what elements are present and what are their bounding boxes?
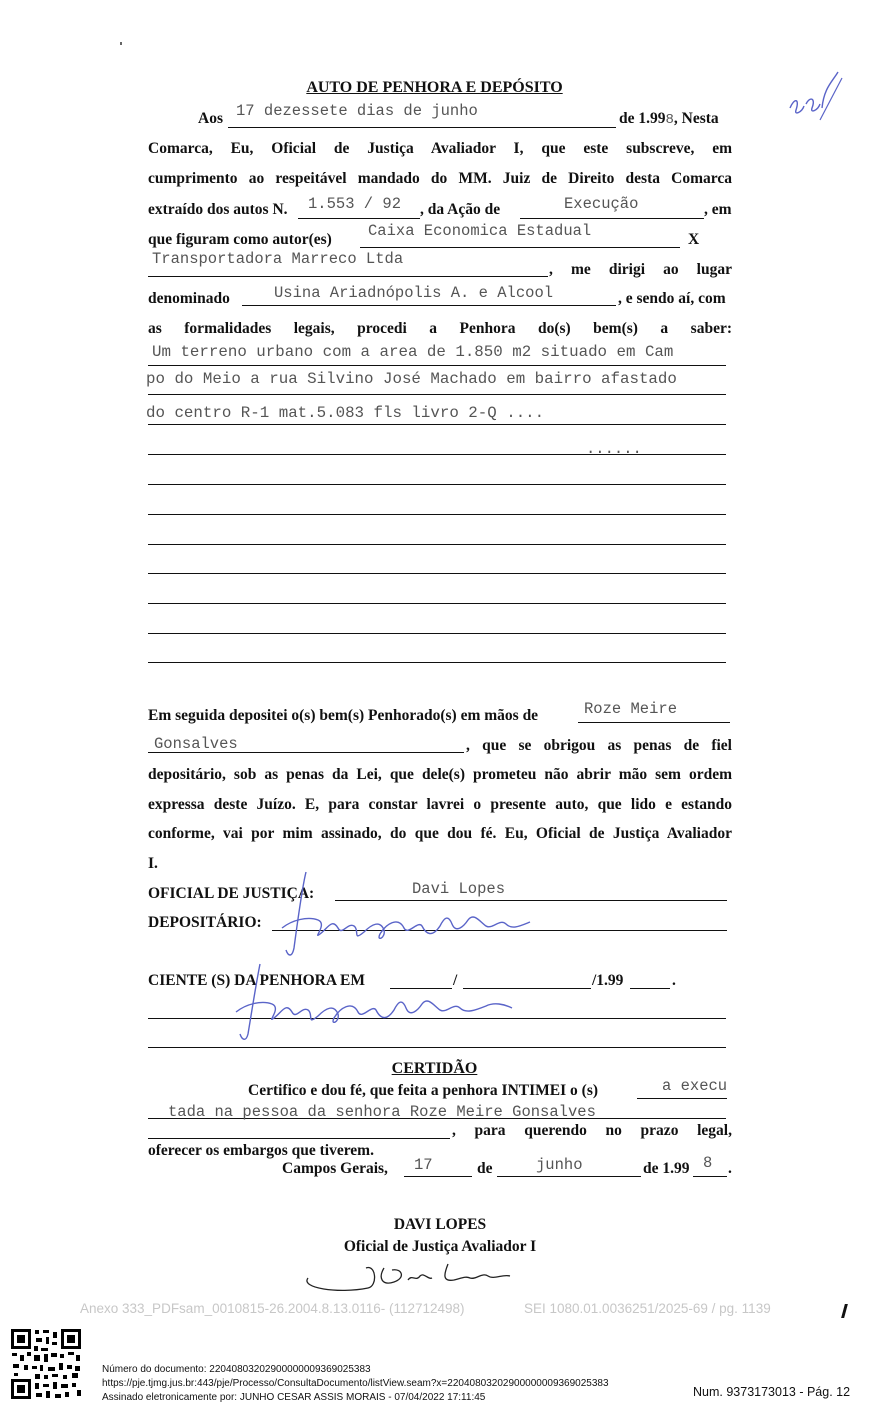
bens-line (148, 603, 726, 604)
certidao-title: CERTIDÃO (391, 1060, 478, 1077)
acao-field-line (520, 218, 704, 219)
label-autor: que figuram como autor(es) (148, 231, 332, 248)
bens-line (148, 662, 726, 663)
bens-line (148, 633, 726, 634)
ciente-year-line (630, 988, 670, 989)
bens-line (148, 514, 726, 515)
certidao-line: oferecer os embargos que tiverem. (148, 1142, 374, 1159)
paragraph-line: as formalidades legais, procedi a Penhora do(s) bem(s) a saber: (148, 320, 732, 337)
bens-text-line: po do Meio a rua Silvino José Machado em bairro afastado (146, 370, 677, 388)
depositario-signature (268, 868, 538, 968)
date-field-line (228, 127, 616, 128)
label-sendo-ai: , e sendo aí, com (618, 290, 726, 307)
certidao-text-line: tada na pessoa da senhora Roze Meire Gonsalves (168, 1103, 596, 1121)
annex-stamp: Anexo 333_PDFsam_0010815-26.2004.8.13.0116- (112712498) (80, 1301, 465, 1316)
autos-field-line (298, 218, 420, 219)
bens-line (148, 394, 726, 395)
cert-end: . (728, 1160, 732, 1177)
autor-field-line (360, 247, 680, 248)
label-denominado: denominado (148, 290, 230, 307)
paragraph-line: I. (148, 855, 158, 872)
officer-signature (298, 1258, 518, 1298)
ciente-signature (224, 960, 524, 1050)
depositario-name-1: Roze Meire (584, 700, 678, 718)
acao-value: Execução (564, 195, 639, 213)
cert-day: 17 (414, 1156, 433, 1174)
depositario-field-line (578, 722, 730, 723)
ciente-end: . (672, 972, 676, 989)
year-digit: 8 (665, 112, 674, 128)
mark (841, 1304, 848, 1318)
signed-by: Assinado eletronicamente por: JUNHO CESAR ASSIS MORAIS - 07/04/2022 17:11:45 (102, 1392, 486, 1403)
label-depositei: Em seguida depositei o(s) bem(s) Penhorado(s) em mãos de (148, 707, 539, 724)
signer-name: DAVI LOPES (393, 1216, 487, 1233)
autor-value: Caixa Economica Estadual (368, 222, 592, 240)
reu-field-line (148, 276, 548, 277)
bens-line (148, 365, 726, 366)
autos-value: 1.553 / 92 (308, 195, 402, 213)
cert-month: junho (536, 1156, 583, 1174)
certidao-field-line (637, 1098, 727, 1099)
margin-note-handwriting (780, 68, 850, 128)
cert-year: 8 (703, 1154, 713, 1172)
label-acao: , da Ação de (420, 201, 501, 218)
document-title: AUTO DE PENHORA E DEPÓSITO (306, 79, 563, 96)
page-number: Num. 9373173013 - Pág. 12 (693, 1385, 851, 1399)
doc-number: Número do documento: 22040803202900000009369025383 (102, 1364, 371, 1375)
label-x: X (688, 231, 700, 248)
ciente-slash: / (453, 972, 458, 989)
depositario-label: DEPOSITÁRIO: (148, 914, 262, 931)
qr-code-icon[interactable] (10, 1328, 82, 1400)
certidao-line: , para querendo no prazo legal, (452, 1122, 732, 1139)
speck (120, 42, 122, 45)
ciente-year: /1.99 (592, 972, 624, 989)
oficial-label: OFICIAL DE JUSTIÇA: (148, 885, 315, 902)
label-aos: Aos (198, 110, 223, 127)
cert-date-city: Campos Gerais, (282, 1160, 388, 1177)
paragraph-line: depositário, sob as penas da Lei, que dele(s) prometeu não abrir mão sem ordem (148, 766, 732, 783)
paragraph-line: cumprimento ao respeitável mandado do MM. Juiz de Direito desta Comarca (148, 170, 732, 187)
label-fiel: , que se obrigou as penas de fiel (466, 737, 732, 754)
label-em: , em (704, 201, 732, 218)
signer-title: Oficial de Justiça Avaliador I (343, 1238, 537, 1255)
reu-value: Transportadora Marreco Ltda (152, 250, 404, 268)
cert-year-label: de 1.99 (643, 1160, 690, 1177)
label-me-dirigi: , me dirigi ao lugar (549, 261, 732, 278)
depositario-name-2: Gonsalves (154, 735, 238, 753)
local-value: Usina Ariadnópolis A. e Alcool (274, 284, 554, 302)
paragraph-line: Comarca, Eu, Oficial de Justiça Avaliador I, que este subscreve, em (148, 140, 732, 157)
bens-text-line: do centro R-1 mat.5.083 fls livro 2-Q .... (146, 404, 545, 422)
certidao-line: Certifico e dou fé, que feita a penhora INTIMEI o (s) (248, 1082, 599, 1099)
label-autos: extraído dos autos N. (148, 201, 288, 218)
doc-url[interactable]: https://pje.tjmg.jus.br:443/pje/Processo/ConsultaDocumento/listView.seam?x=22040803202900000009369025383 (102, 1378, 609, 1389)
ciente-label: CIENTE (S) DA PENHORA EM (148, 972, 366, 989)
bens-text-line: Um terreno urbano com a area de 1.850 m2 situado em Cam (152, 343, 674, 361)
bens-line (148, 544, 726, 545)
sei-stamp: SEI 1080.01.0036251/2025-69 / pg. 1139 (524, 1301, 771, 1316)
bens-line (148, 424, 726, 425)
paragraph-line: conforme, vai por mim assinado, do que dou fé. Eu, Oficial de Justiça Avaliador (148, 825, 732, 842)
label-de-199: de 1.998, Nesta (619, 110, 719, 128)
cert-year-line (693, 1176, 727, 1177)
bens-line (148, 573, 726, 574)
certidao-value: a execu (662, 1077, 728, 1095)
certidao-field-line-2 (148, 1138, 450, 1139)
date-value: 17 dezessete dias de junho (236, 102, 478, 120)
paragraph-line: expressa deste Juízo. E, para constar lavrei o presente auto, que lido e estando (148, 796, 732, 813)
cert-day-line (404, 1176, 472, 1177)
bens-line (148, 484, 726, 485)
local-field-line (242, 305, 616, 306)
bens-dots: ...... (586, 440, 642, 458)
oficial-name: Davi Lopes (412, 880, 506, 898)
cert-month-line (497, 1176, 641, 1177)
cert-de: de (477, 1160, 493, 1177)
